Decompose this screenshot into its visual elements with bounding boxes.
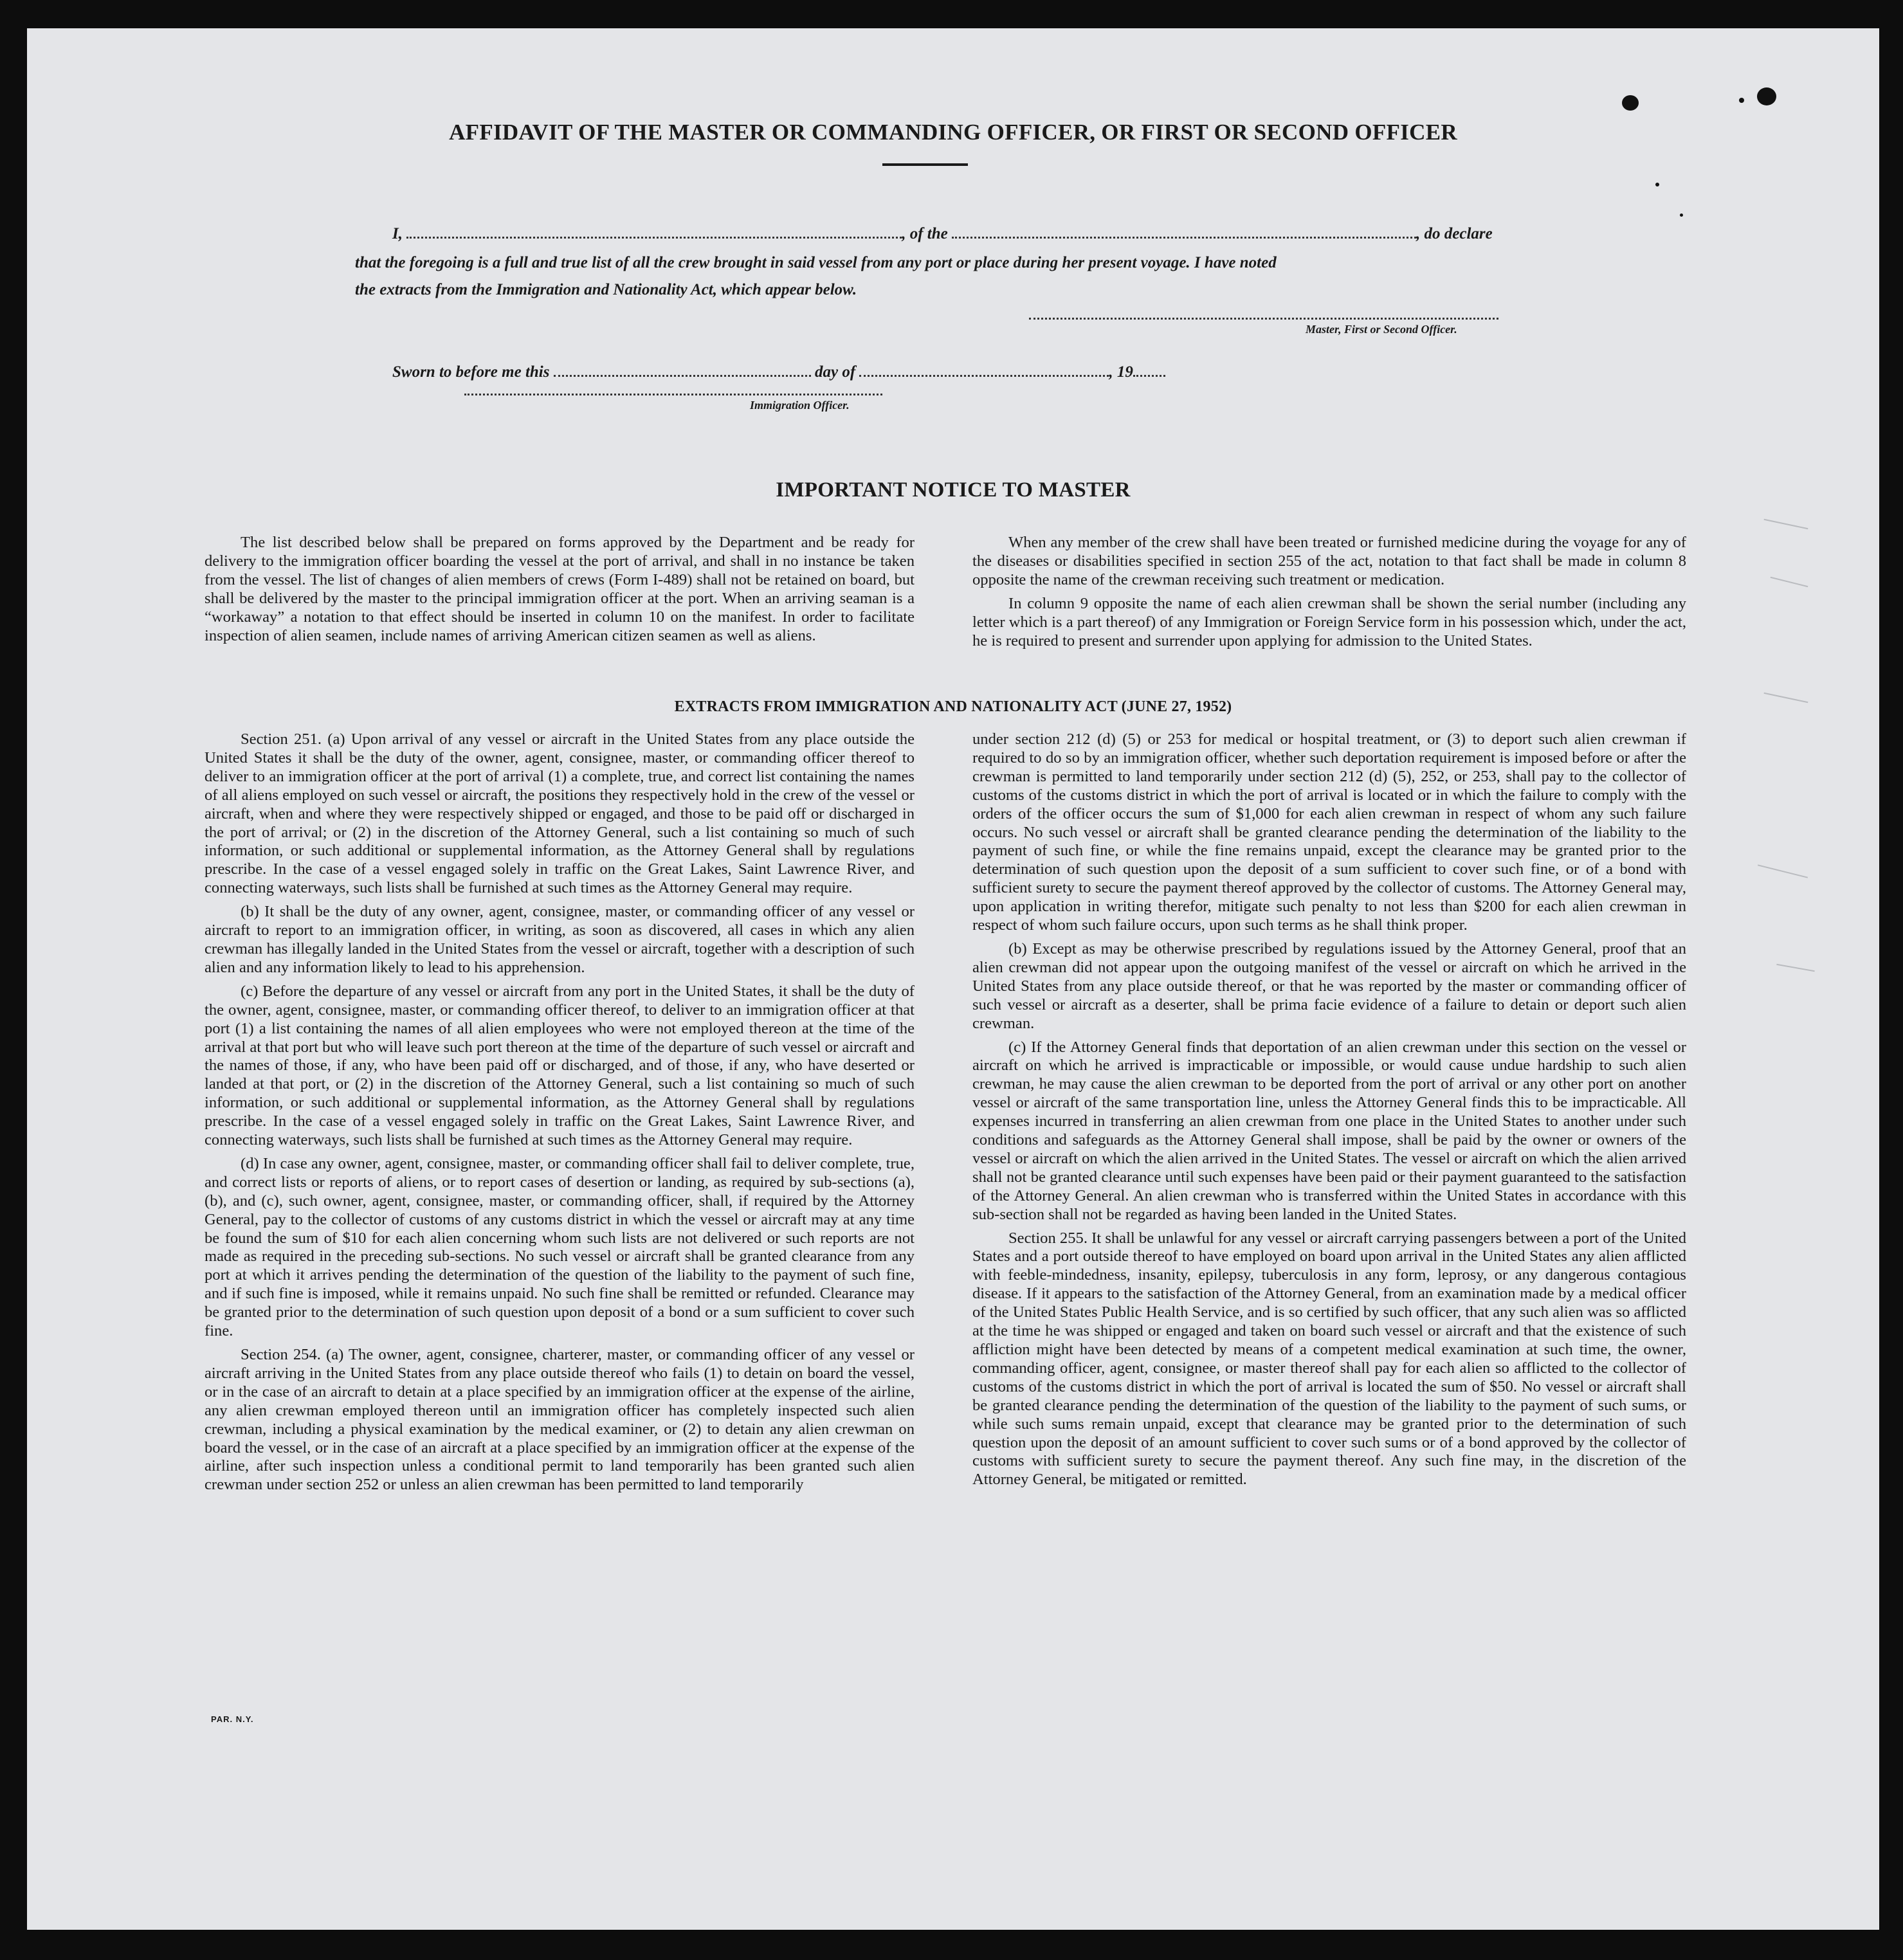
affidavit-title: AFFIDAVIT OF THE MASTER OR COMMANDING OFFICER, OR FIRST OR SECOND OFFICER [449, 120, 1457, 145]
notice-paragraph: When any member of the crew shall have been treated or furnished medicine during the voyage for any of the diseases or disabilities specified in section 255 of the act, notation to that fact shall be made in column 8 opposite the name of the crewman receiving such treatment or medication. [972, 534, 1686, 588]
immigration-officer-signature-line[interactable] [464, 394, 882, 395]
ink-speck-mark [1680, 213, 1683, 217]
master-signature-caption: Master, First or Second Officer. [1306, 323, 1457, 336]
act-section-paragraph: (b) Except as may be otherwise prescribed by regulations issued by the Attorney General, proof that an alien crewman did not appear upon the outgoing manifest of the vessel or aircraft on which he arrived in the United States from any place outside thereof, or that he was reported by the master or commanding officer of such vessel or aircraft as a deserter, shall be prima facie evidence of a failure to detain or deport such alien crewman. [972, 939, 1686, 1032]
declare-do-declare-label: , do declare [1416, 225, 1493, 242]
notice-paragraph: In column 9 opposite the name of each alien crewman shall be shown the serial number (including any letter which is a part thereof) of any Immigration or Foreign Service form in his possession which, under the act, he is required to present and surrender upon applying for admission to the United States. [972, 594, 1686, 649]
act-section-paragraph: (b) It shall be the duty of any owner, agent, consignee, master, or commanding officer of any vessel or aircraft to report to an immigration officer, in writing, as soon as discovered, all cases in which any alien crewman has illegally landed in the United States from the vessel or aircraft, together with a description of such alien and any information likely to lead to his apprehension. [205, 903, 915, 976]
sworn-year-field[interactable] [1133, 363, 1165, 377]
year-prefix-label: , 19 [1109, 363, 1133, 381]
extracts-left-column [205, 730, 915, 1500]
extracts-right-column [972, 730, 1686, 1494]
sworn-month-field[interactable] [859, 363, 1109, 377]
ink-speck-mark [1739, 98, 1744, 103]
notice-right-column [972, 534, 1686, 655]
immigration-officer-caption: Immigration Officer. [750, 399, 850, 412]
act-section-paragraph: (c) If the Attorney General finds that deportation of an alien crewman under this section on the vessel or aircraft on which he arrived is impracticable or impossible, or would cause undue hardship to such alien crewman, he may cause the alien crewman to be deported from the port of arrival or any other port on another vessel or aircraft of the same transportation line, unless the Attorney General finds this to be impracticable. All expenses incurred in transferring an alien crewman from one place in the United States to another under such conditions and safeguards as the Attorney General shall impose, shall be paid by the owner or owners of the vessel or aircraft on which the alien arrived in the United States. The vessel or aircraft on which the alien arrived shall not be granted clearance until such expenses have been paid or their payment guaranteed to the satisfaction of the Attorney General. An alien crewman who is transferred within the United States in accordance with this sub-section shall not be regarded as having been landed in the United States. [972, 1038, 1686, 1223]
declare-of-the-label: , of the [902, 225, 948, 242]
declaration-line-1 [392, 224, 1493, 244]
master-signature-line[interactable] [1029, 318, 1498, 320]
sworn-line [392, 363, 1165, 382]
printer-mark: PAR. N.Y. [211, 1714, 254, 1724]
extracts-title: EXTRACTS FROM IMMIGRATION AND NATIONALITY ACT (JUNE 27, 1952) [674, 698, 1232, 715]
sworn-day-field[interactable] [554, 363, 811, 377]
title-underline [882, 163, 968, 166]
scan-streak [1776, 964, 1814, 972]
ink-blot-mark [1622, 95, 1639, 111]
act-section-paragraph: under section 212 (d) (5) or 253 for medical or hospital treatment, or (3) to deport such alien crewman if required to do so by an immigration officer, whether such deportation requirement is imposed before or after the crewman is permitted to land temporarily under section 212 (d) (5), 252, or 253, shall pay to the collector of customs of the customs district in which the port of arrival is located or in which the failure to comply with the orders of the officer occurs the sum of $1,000 for each alien crewman in respect of whom any such failure occurs. No such vessel or aircraft shall be granted clearance pending the determination of the liability to the payment of such fine, or while the fine remains unpaid, except the clearance may be granted prior to the determination of such question upon the deposit of a sum sufficient to cover such fine, or of a bond with sufficient surety to secure the payment thereof approved by the collector of customs. The Attorney General may, upon application in writing therefor, mitigate such penalty to not less than $200 for each alien crewman in respect of whom such failure occurs, upon such terms as he shall think proper. [972, 730, 1686, 934]
document-page [27, 28, 1879, 1930]
notice-left-column [205, 534, 915, 650]
scan-streak [1771, 577, 1808, 587]
sworn-text: Sworn to before me this [392, 363, 550, 381]
scan-streak [1764, 519, 1808, 530]
declaration-line-3: the extracts from the Immigration and Nationality Act, which appear below. [355, 281, 857, 298]
day-of-label: day of [814, 363, 856, 381]
scan-streak [1758, 864, 1808, 878]
act-section-paragraph: (c) Before the departure of any vessel or aircraft from any port in the United States, it shall be the duty of the owner, agent, consignee, master, or commanding officer thereof, to deliver to an immigration officer at that port (1) a list containing the names of all alien employees who were not employed thereon at the time of the arrival at that port but who will leave such port thereon at the time of the departure of such vessel or aircraft and the names of those, if any, who have been paid off or discharged, and of those, if any, who have deserted or landed at that port, or (2) in the discretion of the Attorney General, such a list containing so much of such information, or such additional or supplemental information, as the Attorney General shall by regulations prescribe. In the case of a vessel engaged solely in traffic on the Great Lakes, Saint Lawrence River, and connecting waterways, such lists shall be furnished at such times as the Attorney General may require. [205, 982, 915, 1149]
ink-blot-mark [1757, 87, 1776, 105]
ink-speck-mark [1655, 183, 1659, 186]
vessel-name-field[interactable] [952, 225, 1416, 239]
notice-title: IMPORTANT NOTICE TO MASTER [776, 478, 1131, 502]
declarant-name-field[interactable] [406, 225, 902, 239]
notice-paragraph: The list described below shall be prepared on forms approved by the Department and be ready for delivery to the immigration officer boarding the vessel at the port of arrival, and shall in no instance be taken from the vessel. The list of changes of alien members of crews (Form I-489) shall not be retained on board, but shall be delivered by the master to the principal immigration officer at the port. When an arriving seaman is a “workaway” a notation to that effect should be inserted in column 10 on the manifest. In order to facilitate inspection of alien seamen, include names of arriving American citizen seamen as well as aliens. [205, 534, 915, 644]
declaration-line-2: that the foregoing is a full and true list of all the crew brought in said vessel from any port or place during her present voyage. I have noted [355, 254, 1277, 271]
act-section-paragraph: (d) In case any owner, agent, consignee, master, or commanding officer shall fail to deliver complete, true, and correct lists or reports of aliens, or to report cases of desertion or landing, as required by sub-sections (a), (b), and (c), such owner, agent, consignee, master, or commanding officer, shall, if required by the Attorney General, pay to the collector of customs of any customs district in which the vessel or aircraft may at any time be found the sum of $10 for each alien concerning whom such lists are not delivered or such reports are not made as required in the preceding sub-sections. No such vessel or aircraft shall be granted clearance from any port at which it arrives pending the determination of the question of the liability to the payment of such fine, and if such fine is imposed, while it remains unpaid. No such fine shall be remitted or refunded. Clearance may be granted prior to the determination of such question upon deposit of a bond or a sum sufficient to cover such fine. [205, 1154, 915, 1340]
declare-i-label: I, [392, 225, 403, 242]
act-section-paragraph: Section 251. (a) Upon arrival of any vessel or aircraft in the United States from any place outside the United States it shall be the duty of the owner, agent, consignee, master, or commanding officer thereof to deliver to an immigration officer at the port of arrival (1) a complete, true, and correct list containing the names of all aliens employed on such vessel or aircraft, the positions they respectively hold in the crew of the vessel or aircraft, when and where they were respectively shipped or engaged, and those to be paid off or discharged in the port of arrival; or (2) in the discretion of the Attorney General, such a list containing so much of such information, or such additional or supplemental information, as the Attorney General shall by regulations prescribe. In the case of a vessel engaged solely in traffic on the Great Lakes, Saint Lawrence River, and connecting waterways, such lists shall be furnished at such times as the Attorney General may require. [205, 730, 915, 897]
act-section-paragraph: Section 255. It shall be unlawful for any vessel or aircraft carrying passengers between a port of the United States and a port outside thereof to have employed on board upon arrival in the United States any alien afflicted with feeble-mindedness, insanity, epilepsy, tuberculosis in any form, leprosy, or any dangerous contagious disease. If it appears to the satisfaction of the Attorney General, from an examination made by a medical officer of the United States Public Health Service, and is so certified by such officer, that any such alien was so afflicted at the time he was shipped or engaged and taken on board such vessel or aircraft and that the existence of such affliction might have been detected by means of a competent medical examination at such time, the owner, commanding officer, agent, consignee, or master thereof shall pay for each alien so afflicted to the collector of customs of the customs district in which the port of arrival is located the sum of $50. No vessel or aircraft shall be granted clearance pending the determination of the question of the liability to the payment of such sums, or while such sums remain unpaid, except that clearance may be granted prior to the determination of such question upon the deposit of an amount sufficient to cover such sums or of a bond approved by the collector of customs with sufficient surety to secure the payment thereof. Any such fine may, in the discretion of the Attorney General, be mitigated or remitted. [972, 1229, 1686, 1489]
act-section-paragraph: Section 254. (a) The owner, agent, consignee, charterer, master, or commanding officer of any vessel or aircraft arriving in the United States from any place outside thereof who fails (1) to detain on board the vessel, or in the case of an aircraft to detain at a place specified by an immigration officer at the expense of the airline, any alien crewman employed thereon until an immigration officer has completely inspected such alien crewman, including a physical examination by the medical examiner, or (2) to detain any alien crewman on board the vessel, or in the case of an aircraft at a place specified by an immigration officer at the expense of the airline, after such inspection unless a conditional permit to land temporarily has been granted such alien crewman under section 252 or unless an alien crewman has been permitted to land temporarily [205, 1346, 915, 1494]
